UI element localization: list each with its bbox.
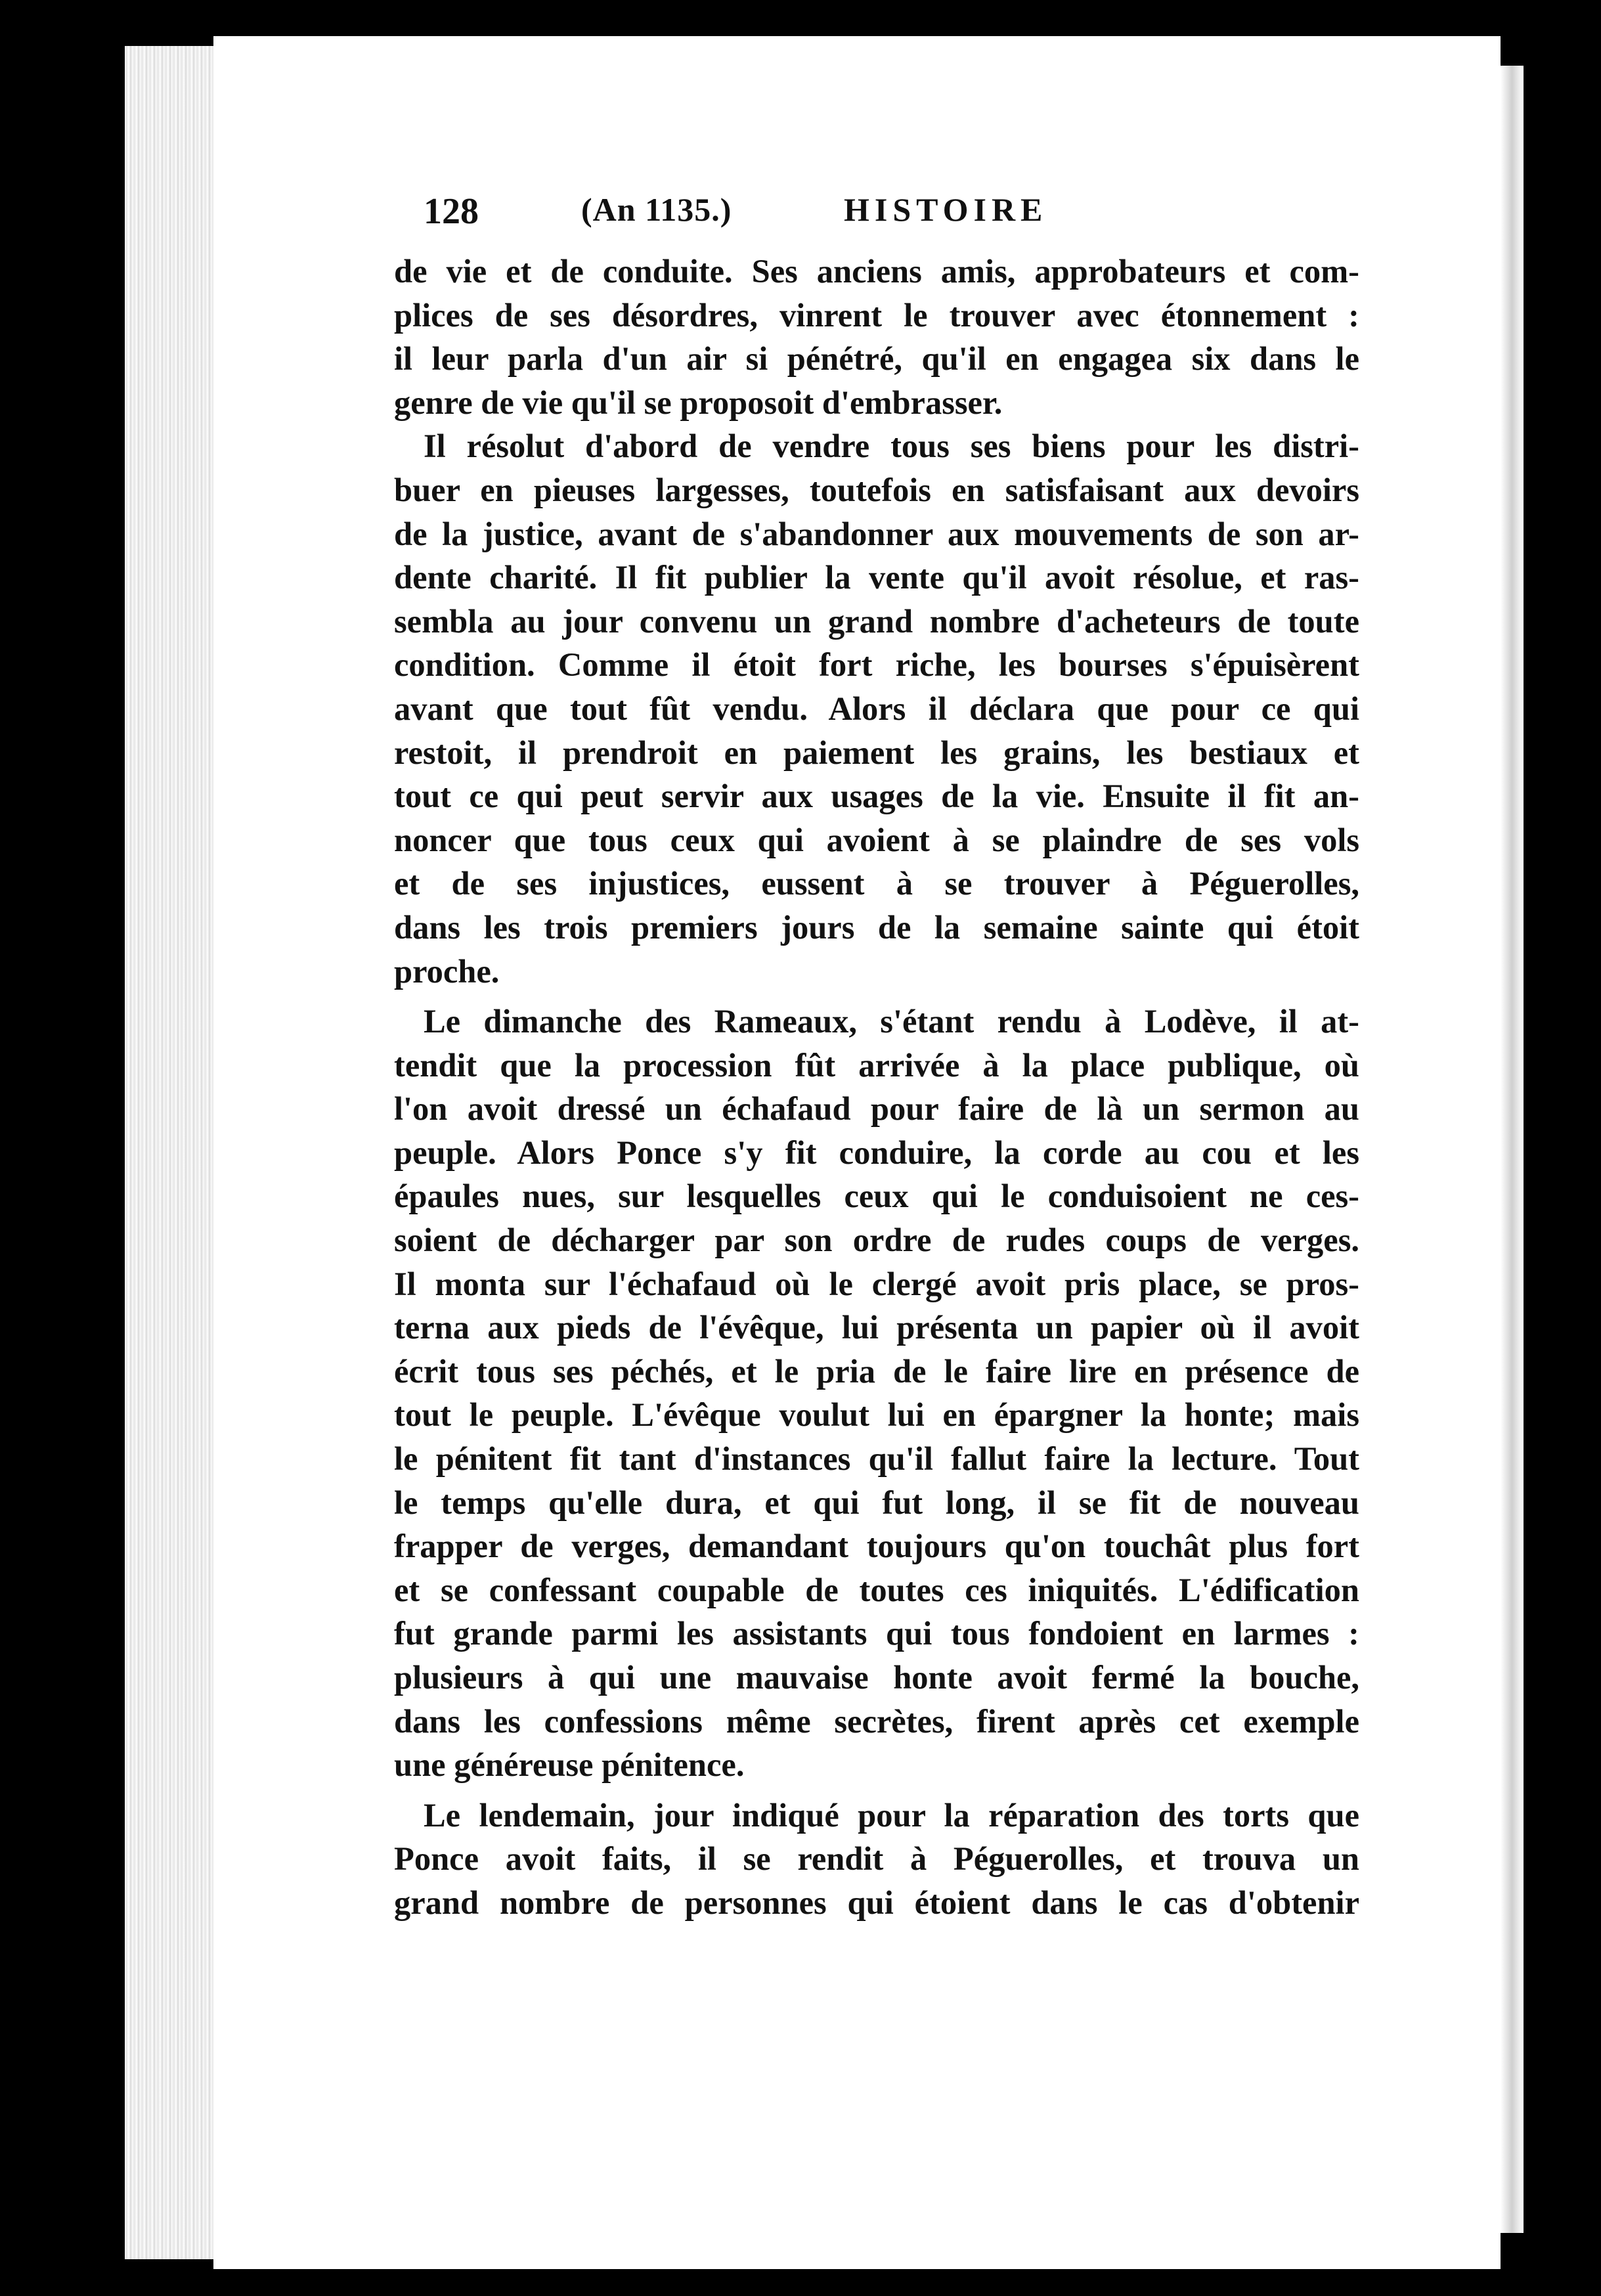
paragraph-3 — [394, 1000, 1359, 1787]
text-line: fut grande parmi les assistants qui tous fondoient en larmes : — [394, 1615, 1359, 1652]
text-line: condition. Comme il étoit fort riche, les bourses s'épuisèrent — [394, 646, 1359, 684]
text-line: noncer que tous ceux qui avoient à se plaindre de ses vols — [394, 821, 1359, 858]
page-stack-edges — [125, 46, 223, 2259]
text-line: écrit tous ses péchés, et le pria de le faire lire en présence de — [394, 1352, 1359, 1390]
text-line: dente charité. Il fit publier la vente qu'il avoit résolue, et ras- — [394, 559, 1359, 596]
text-line: le temps qu'elle dura, et qui fut long, il se fit de nouveau — [394, 1484, 1359, 1521]
text-line: Ponce avoit faits, il se rendit à Péguerolles, et trouva un — [394, 1840, 1359, 1878]
text-line: de vie et de conduite. Ses anciens amis, approbateurs et com- — [394, 253, 1359, 290]
text-line: dans les trois premiers jours de la semaine sainte qui étoit — [394, 908, 1359, 946]
text-line: restoit, il prendroit en paiement les grains, les bestiaux et — [394, 734, 1359, 771]
text-line: proche. — [394, 952, 500, 990]
text-line: le pénitent fit tant d'instances qu'il fallut faire la lecture. Tout — [394, 1440, 1359, 1478]
page-gutter-shadow — [1501, 66, 1524, 2233]
paragraph-gap — [394, 993, 1359, 1000]
text-line: frapper de verges, demandant toujours qu'on touchât plus fort — [394, 1528, 1359, 1565]
text-line: tendit que la procession fût arrivée à la place publique, où — [394, 1046, 1359, 1084]
running-head — [424, 190, 1369, 243]
text-line: peuple. Alors Ponce s'y fit conduire, la corde au cou et les — [394, 1134, 1359, 1171]
text-line: Le dimanche des Rameaux, s'étant rendu à Lodève, il at- — [424, 1003, 1359, 1040]
text-line: avant que tout fût vendu. Alors il déclara que pour ce qui — [394, 690, 1359, 727]
body-text — [394, 250, 1359, 1925]
paragraph-1 — [394, 250, 1359, 424]
paragraph-4 — [394, 1794, 1359, 1925]
text-line: plusieurs à qui une mauvaise honte avoit fermé la bouche, — [394, 1659, 1359, 1696]
text-line: sembla au jour convenu un grand nombre d'acheteurs de toute — [394, 602, 1359, 640]
paragraph-gap — [394, 1787, 1359, 1794]
text-line: Le lendemain, jour indiqué pour la réparation des torts que — [424, 1796, 1359, 1834]
text-line: et de ses injustices, eussent à se trouver à Péguerolles, — [394, 865, 1359, 902]
text-line: terna aux pieds de l'évêque, lui présenta un papier où il avoit — [394, 1309, 1359, 1346]
text-line: soient de décharger par son ordre de rudes coups de verges. — [394, 1222, 1359, 1259]
year-note: (An 1135.) — [581, 191, 732, 228]
text-line: Il résolut d'abord de vendre tous ses biens pour les distri- — [424, 428, 1359, 465]
text-line: Il monta sur l'échafaud où le clergé avoit pris place, se pros- — [394, 1265, 1359, 1302]
paragraph-2 — [394, 424, 1359, 993]
section-title: HISTOIRE — [844, 191, 1048, 228]
text-line: dans les confessions même secrètes, firent après cet exemple — [394, 1702, 1359, 1740]
text-line: et se confessant coupable de toutes ces iniquités. L'édification — [394, 1571, 1359, 1608]
text-line: genre de vie qu'il se proposoit d'embrasser. — [394, 384, 1003, 421]
text-line: une généreuse pénitence. — [394, 1746, 745, 1784]
text-line: il leur parla d'un air si pénétré, qu'il en engagea six dans le — [394, 340, 1359, 378]
text-line: tout le peuple. L'évêque voulut lui en épargner la honte; mais — [394, 1396, 1359, 1434]
page-number: 128 — [424, 191, 479, 232]
text-line: plices de ses désordres, vinrent le trouver avec étonnement : — [394, 296, 1359, 334]
text-line: épaules nues, sur lesquelles ceux qui le conduisoient ne ces- — [394, 1178, 1359, 1215]
text-line: grand nombre de personnes qui étoient dans le cas d'obtenir — [394, 1884, 1359, 1921]
text-line: tout ce qui peut servir aux usages de la vie. Ensuite il fit an- — [394, 778, 1359, 815]
text-line: buer en pieuses largesses, toutefois en satisfaisant aux devoirs — [394, 471, 1359, 508]
text-line: de la justice, avant de s'abandonner aux mouvements de son ar- — [394, 515, 1359, 552]
text-line: l'on avoit dressé un échafaud pour faire de là un sermon au — [394, 1090, 1359, 1128]
